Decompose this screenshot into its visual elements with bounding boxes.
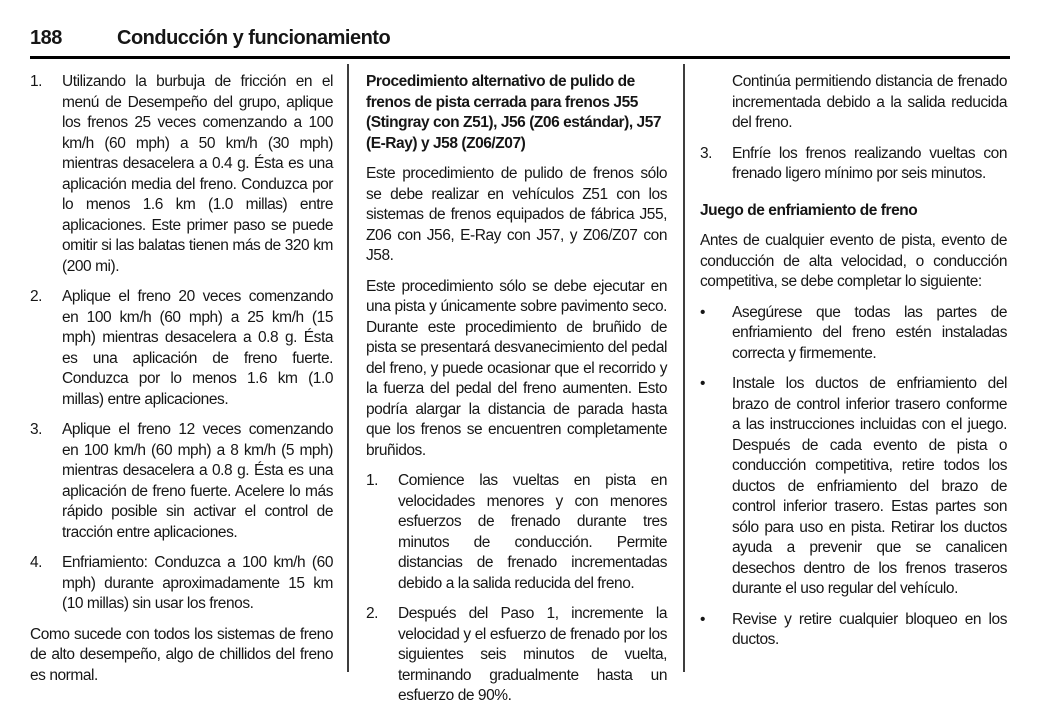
numbered-item xyxy=(366,471,667,594)
item-number: 1. xyxy=(30,73,43,90)
numbered-item xyxy=(700,144,1007,185)
body-paragraph: Antes de cualquier evento de pista, evento de conducción de alta velocidad, o conducción competitiva, se debe completar lo siguiente: xyxy=(700,232,1007,290)
column-divider-2 xyxy=(683,64,685,672)
item-text: Después del Paso 1, incremente la velocidad y el esfuerzo de frenado por los siguientes seis minutos de vuelta, terminando gradualmente hasta un esfuerzo de 90%. xyxy=(398,605,667,704)
item-text: Comience las vueltas en pista en velocidades menores y con menores esfuerzos de frenado durante tres minutos de conducción. Permite distancias de frenado incrementadas debido a la salida reducida del freno. xyxy=(398,472,667,592)
item-text: Aplique el freno 20 veces comenzando en 100 km/h (60 mph) a 25 km/h (15 mph) mientras desacelera a 0.8 g. Ésta es una aplicación de freno fuerte. Conduzca por lo menos 1.6 km (1.0 millas) entre aplicaciones. xyxy=(62,288,333,408)
item-number: 3. xyxy=(30,421,43,438)
subsection-heading: Juego de enfriamiento de freno xyxy=(700,201,918,219)
bullet-marker: • xyxy=(700,610,705,628)
bullet-text: Asegúrese que todas las partes de enfriamiento del freno estén instaladas correcta y firmemente. xyxy=(732,303,1007,362)
subsection-heading: Procedimiento alternativo de pulido de frenos de pista cerrada para frenos J55 (Stingray con Z51), J56 (Z06 estándar), J57 (E-Ray) y J58 (Z06/Z07) xyxy=(366,73,662,152)
column-3 xyxy=(700,72,1007,661)
item-number: 1. xyxy=(366,472,379,489)
column-1 xyxy=(30,72,333,696)
item-number: 3. xyxy=(700,144,713,162)
item-number: 4. xyxy=(30,554,43,571)
item-text: Enfriamiento: Conduzca a 100 km/h (60 mph) durante aproximadamente 15 km (10 millas) sin usar los frenos. xyxy=(62,554,333,612)
page-number: 188 xyxy=(30,27,62,49)
bullet-marker: • xyxy=(700,303,705,321)
header-rule xyxy=(30,56,1010,59)
column-divider-1 xyxy=(347,64,349,672)
item-number: 2. xyxy=(30,288,43,305)
numbered-item xyxy=(30,72,333,277)
column-2 xyxy=(366,72,667,717)
item-text: Utilizando la burbuja de fricción en el menú de Desempeño del grupo, aplique los frenos 25 veces comenzando a 100 km/h (60 mph) a 50 km/h (30 mph) mientras desacelera a 0.4 g. Ésta es una aplicación media del freno. Conduzca por lo menos 1.6 km (1.0 millas) entre aplicaciones. Este primer paso se puede omitir si las balatas tienen más de 320 km (200 mi). xyxy=(62,73,333,275)
numbered-item xyxy=(366,604,667,707)
bullet-item xyxy=(700,374,1007,600)
item-continuation-text: Continúa permitiendo distancia de frenado incrementada debido a la salida reducida del freno. xyxy=(732,73,1007,131)
item-text: Aplique el freno 12 veces comenzando en 100 km/h (60 mph) a 8 km/h (5 mph) mientras desacelera a 0.8 g. Ésta es una aplicación de freno fuerte. Acelere lo más rápido posible sin activar el control de tracción entre aplicaciones. xyxy=(62,421,333,541)
body-paragraph: Este procedimiento sólo se debe ejecutar en una pista y únicamente sobre pavimento seco. Durante este procedimiento de bruñido de pista se presentará desvanecimiento del pedal del freno, y puede ocasionar que el recorrido y la fuerza del pedal del freno aumenten. Esto podría alargar la distancia de parada hasta que los frenos se encuentren completamente bruñidos. xyxy=(366,277,667,459)
bullet-text: Instale los ductos de enfriamiento del brazo de control inferior trasero conforme a las instrucciones incluidas con el juego. Después de cada evento de pista o conducción competitiva, retire todos los ductos de enfriamiento del brazo de control inferior trasero. Estas partes son sólo para uso en pista. Retirar los ductos ayuda a prevenir que se canalicen desechos dentro de los frenos traseros durante el uso regular del vehículo. xyxy=(732,375,1007,597)
bullet-marker: • xyxy=(700,375,705,392)
body-paragraph: Este procedimiento de pulido de frenos sólo se debe realizar en vehículos Z51 con los sistemas de frenos equipados de fábrica J55, Z06 con J56, E-Ray con J57, y Z06/Z07 con J58. xyxy=(366,165,667,264)
section-title: Conducción y funcionamiento xyxy=(117,27,391,49)
numbered-item xyxy=(30,287,333,410)
numbered-item xyxy=(30,420,333,543)
bullet-text: Revise y retire cualquier bloqueo en los ductos. xyxy=(732,610,1007,648)
numbered-item xyxy=(30,553,333,615)
bullet-item xyxy=(700,303,1007,365)
item-text: Enfríe los frenos realizando vueltas con frenado ligero mínimo por seis minutos. xyxy=(732,144,1007,182)
body-paragraph: Como sucede con todos los sistemas de freno de alto desempeño, algo de chillidos del freno es normal. xyxy=(30,625,333,684)
bullet-item xyxy=(700,610,1007,651)
item-number: 2. xyxy=(366,605,379,622)
